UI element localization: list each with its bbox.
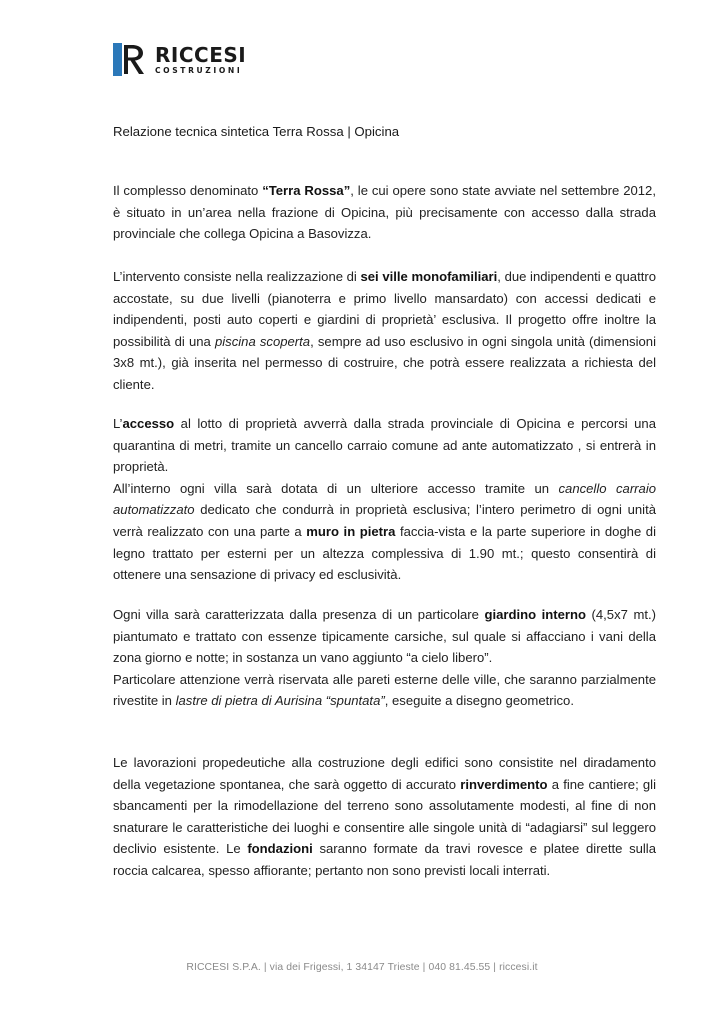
bold-accesso: accesso: [122, 416, 175, 431]
logo-subtitle: COSTRUZIONI: [155, 66, 243, 76]
italic-cancello: cancello carraio automatizzato: [113, 480, 657, 518]
logo-name: RICCESI: [155, 43, 247, 68]
bold-rinverdimento: rinverdimento: [460, 776, 548, 792]
page-footer: RICCESI S.P.A. | via dei Frigessi, 1 34147 Trieste | 040 81.45.55 | riccesi.it: [186, 962, 538, 973]
company-logo: [113, 43, 246, 77]
bold-terra-rossa: “Terra Rossa”: [262, 183, 351, 198]
bold-giardino-interno: giardino interno: [484, 607, 586, 622]
document-title: Relazione tecnica sintetica Terra Rossa | Opicina: [113, 124, 400, 139]
bold-fondazioni: fondazioni: [247, 841, 313, 857]
paragraph-intervento: L’intervento consiste nella realizzazione di sei ville monofamiliari, due indipendenti e quattro accostate, su due livelli (pianoterra e primo livello mansardato) con accessi dedicati e indipendenti, posti auto coperti e giardini di proprietà’ esclusiva. Il progetto offre inoltre la possibilità di una piscina scoperta, sempre ad uso esclusivo in ogni singola unità (dimensioni 3x8 mt.), già inserita nel permesso di costruire, che potrà essere realizzata a richiesta del cliente.: [113, 269, 657, 392]
bold-sei-ville: sei ville monofamiliari: [360, 269, 498, 284]
paragraph-giardino: Ogni villa sarà caratterizzata dalla presenza di un particolare giardino interno (4,5x7 mt.) piantumato e trattato con essenze tipicamente carsiche, sul quale si affacciano i vani della zona giorno e notte; in sostanza un vano aggiunto “a cielo libero”. Particolare attenzione verrà riservata alle pareti esterne delle ville, che saranno parzialmente rivestite in lastre di pietra di Aurisina “spuntata”, eseguite a disegno geometrico.: [113, 607, 656, 709]
logo-mark-icon: [113, 43, 153, 77]
paragraph-accesso: L’accesso al lotto di proprietà avverrà dalla strada provinciale di Opicina e percorsi una quarantina di metri, tramite un cancello carraio comune ad ante automatizzato , si entrerà in proprietà. All’interno ogni villa sarà dotata di un ulteriore accesso tramite un cancello carraio automatizzato dedicato che condurrà in proprietà esclusiva; l’intero perimetro di ogni unità verrà realizzato con una parte a muro in pietra faccia-vista e la parte superiore in doghe di legno trattato per esterni per un altezza complessiva di 1.90 mt.; questo consentirà di ottenere una sensazione di privacy ed esclusività.: [113, 416, 657, 583]
italic-lastre: lastre di pietra di Aurisina “spuntata”: [175, 693, 385, 709]
paragraph-lavorazioni: Le lavorazioni propedeutiche alla costruzione degli edifici sono consistite nel diradamento della vegetazione spontanea, che sarà oggetto di accurato rinverdimento a fine cantiere; gli sbancamenti per la rimodellazione del terreno sono assolutamente modesti, al fine di non snaturare le caratteristiche dei luoghi e consentire alle singole unità di “adagiarsi” sul leggero declivio esistente. Le fondazioni saranno formate da travi rovesce e platee dirette sulla roccia calcarea, spesso affiorante; pertanto non sono previsti locali interrati.: [113, 755, 656, 878]
italic-piscina: piscina scoperta: [214, 333, 311, 349]
paragraph-intro: Il complesso denominato “Terra Rossa”, le cui opere sono state avviate nel settembre 2012, è situato in un’area nella frazione di Opicina, più precisamente con accesso dalla strada provinciale che collega Opicina a Basovizza.: [113, 183, 656, 242]
bold-muro-pietra: muro in pietra: [306, 523, 396, 539]
